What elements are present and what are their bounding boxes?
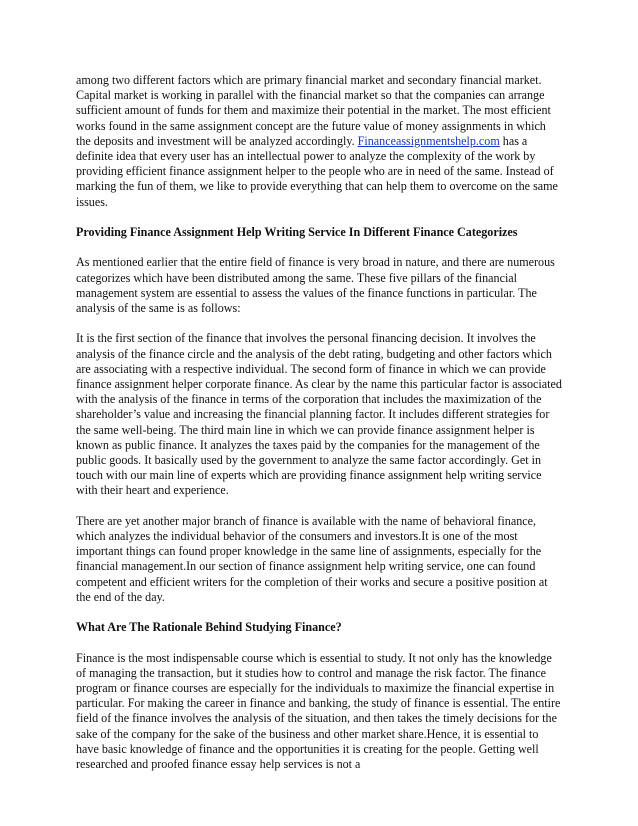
paragraph-categories: As mentioned earlier that the entire field of finance is very broad in nature, and there are numerous categorizes which have been distributed among the same. These five pillars of the financial management system are essential to assess the values of the finance functions in particular. The analysis of the same is as follows:	[76, 255, 555, 316]
paragraph-behavioral-finance: There are yet another major branch of finance is available with the name of behavioral finance, which analyzes the individual behavior of the consumers and investors.It is one of the most important things can found proper knowledge in the same line of assignments, especially for the financial management.In our section of finance assignment help writing service, one can found competent and efficient writers for the completion of their works and secure a positive position at the end of the day.	[76, 513, 548, 604]
paragraph-intro-text-start: among two different factors which are primary financial market and secondary financial market. Capital market is working in parallel with the financial market so that the companies can arrange sufficient amount of funds for them and maximize their potential in the market. The most efficient works found in the same assignment concept are the future value of money assignments in which the deposits and investment will be analyzed accordingly.	[76, 73, 551, 148]
paragraph-intro	[76, 73, 562, 210]
finance-site-link[interactable]: Financeassignmentshelp.com	[357, 133, 500, 148]
paragraph-finance-sections: It is the first section of the finance that involves the personal financing decision. It involves the analysis of the finance circle and the analysis of the debt rating, budgeting and other factors which are associating with a respective individual. The second form of finance in which we can provide finance assignment helper corporate finance. As clear by the name this particular factor is associated with the analysis of the finance in terms of the corporation that includes the maximization of the shareholder’s value and increasing the financial planning factor. It includes different strategies for the same well-being. The third main line in which we can provide finance assignment helper is known as public finance. It analyzes the taxes paid by the companies for the management of the public goods. It basically used by the government to analyze the same factor accordingly. Get in touch with our main line of experts which are providing finance assignment help writing service with their heart and experience.	[76, 331, 562, 498]
section-heading-rationale: What Are The Rationale Behind Studying Finance?	[76, 620, 342, 635]
paragraph-intro-text-end: has a definite idea that every user has an intellectual power to analyze the complexity of the work by providing efficient finance assignment helper to the people who are in need of the same. Instead of marking the fun of them, we like to provide everything that can help them to overcome on the same issues.	[76, 133, 558, 209]
document-page	[76, 73, 562, 787]
section-heading-categories: Providing Finance Assignment Help Writing Service In Different Finance Categorizes	[76, 225, 518, 240]
paragraph-rationale: Finance is the most indispensable course which is essential to study. It not only has the knowledge of managing the transaction, but it studies how to control and manage the risk factor. The finance program or finance courses are especially for the individuals to maximize the financial expertise in particular. For making the career in finance and banking, the study of finance is essential. The entire field of the finance involves the analysis of the situation, and then takes the timely decisions for the sake of the company for the sake of the business and other market share.Hence, it is essential to have basic knowledge of finance and the opportunities it is creating for the people. Getting well researched and proofed finance essay help services is not a	[76, 650, 561, 772]
